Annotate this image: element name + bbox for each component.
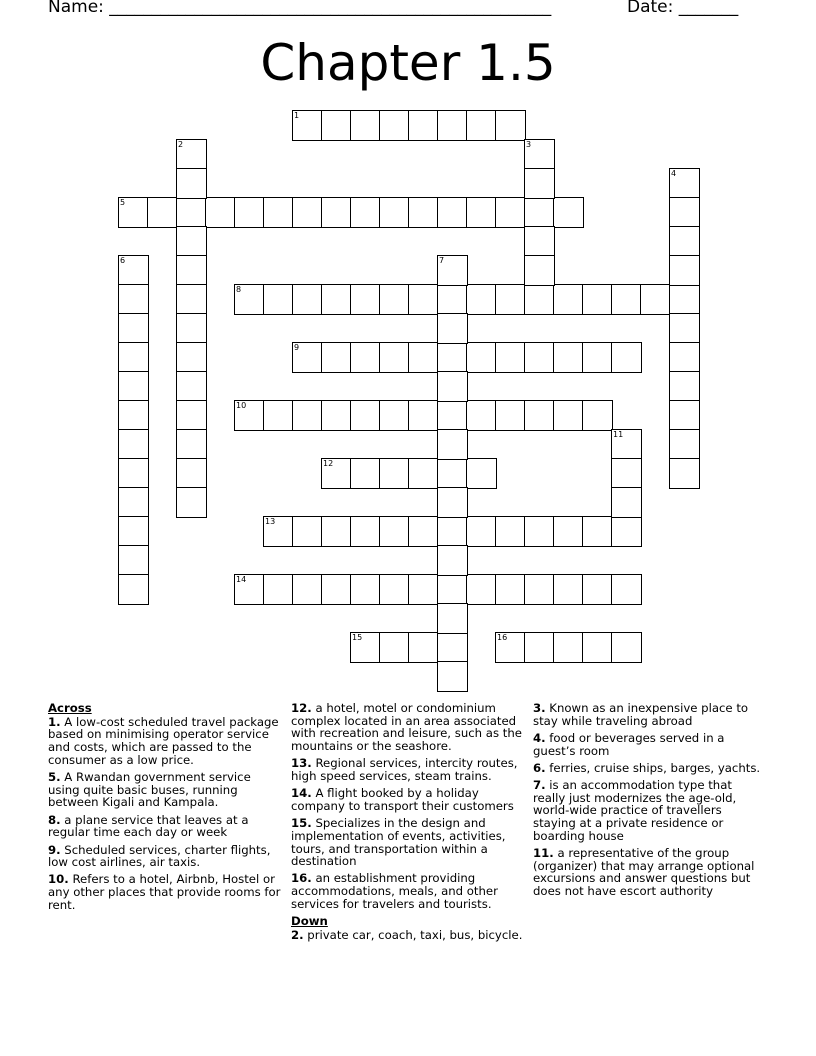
- clue-item: [533, 702, 761, 727]
- clue-number: 9.: [48, 842, 61, 857]
- clue-text: A low-cost scheduled travel package based on minimising operator service and costs, which are passed to the consumer as a low price.: [48, 714, 279, 767]
- crossword-cell[interactable]: [524, 139, 555, 170]
- clue-number-label: 7: [439, 256, 445, 265]
- crossword-cell[interactable]: [408, 632, 439, 663]
- clues-column-1: [48, 702, 283, 916]
- crossword-cell[interactable]: [437, 632, 468, 663]
- crossword-cell[interactable]: [292, 284, 323, 315]
- crossword-cell[interactable]: [408, 110, 439, 141]
- crossword-cell[interactable]: [553, 197, 584, 228]
- crossword-cell[interactable]: [669, 342, 700, 373]
- crossword-cell[interactable]: [437, 313, 468, 344]
- crossword-cell[interactable]: [176, 226, 207, 257]
- clue-number-label: 15: [352, 633, 363, 642]
- crossword-cell[interactable]: [321, 400, 352, 431]
- crossword-cell[interactable]: [176, 139, 207, 170]
- crossword-cell[interactable]: [379, 342, 410, 373]
- crossword-cell[interactable]: [408, 342, 439, 373]
- crossword-cell[interactable]: [263, 400, 294, 431]
- crossword-cell[interactable]: [611, 429, 642, 460]
- crossword-cell[interactable]: [263, 197, 294, 228]
- crossword-cell[interactable]: [176, 458, 207, 489]
- clue-number-label: 11: [613, 430, 624, 439]
- crossword-cell[interactable]: [408, 458, 439, 489]
- clue-item: [291, 817, 526, 868]
- crossword-cell[interactable]: [553, 400, 584, 431]
- crossword-cell[interactable]: [321, 110, 352, 141]
- crossword-cell[interactable]: [582, 574, 613, 605]
- clue-number-label: 10: [236, 401, 247, 410]
- clue-item: [291, 757, 526, 782]
- clue-item: [291, 929, 526, 942]
- crossword-cell[interactable]: [582, 516, 613, 547]
- crossword-cell[interactable]: [234, 197, 265, 228]
- crossword-cell[interactable]: [611, 284, 642, 315]
- crossword-cell[interactable]: [611, 487, 642, 518]
- crossword-cell[interactable]: [669, 255, 700, 286]
- crossword-cell[interactable]: [321, 284, 352, 315]
- crossword-cell[interactable]: [437, 429, 468, 460]
- clue-text: food or beverages served in a guest’s room: [533, 730, 725, 758]
- crossword-cell[interactable]: [437, 110, 468, 141]
- crossword-cell[interactable]: [379, 400, 410, 431]
- crossword-cell[interactable]: [524, 168, 555, 199]
- crossword-cell[interactable]: [437, 342, 468, 373]
- clues-column-3: [533, 702, 761, 902]
- crossword-cell[interactable]: [524, 342, 555, 373]
- clue-text: a plane service that leaves at a regular time each day or week: [48, 812, 249, 840]
- down-clue-list: [291, 929, 526, 942]
- crossword-cell[interactable]: [176, 487, 207, 518]
- crossword-cell[interactable]: [669, 400, 700, 431]
- clue-text: Specializes in the design and implementation of events, activities, tours, and transportation within a destination: [291, 816, 506, 869]
- crossword-cell[interactable]: [350, 400, 381, 431]
- crossword-cell[interactable]: [321, 197, 352, 228]
- crossword-cell[interactable]: [147, 197, 178, 228]
- crossword-cell[interactable]: [524, 632, 555, 663]
- crossword-cell[interactable]: [437, 516, 468, 547]
- crossword-cell[interactable]: [118, 313, 149, 344]
- clue-text: Known as an inexpensive place to stay while traveling abroad: [533, 701, 749, 728]
- crossword-cell[interactable]: [669, 284, 700, 315]
- crossword-cell[interactable]: [437, 400, 468, 431]
- crossword-cell[interactable]: [379, 110, 410, 141]
- clue-number-label: 1: [294, 111, 300, 120]
- crossword-cell[interactable]: [118, 400, 149, 431]
- crossword-cell[interactable]: [379, 197, 410, 228]
- crossword-cell[interactable]: [350, 110, 381, 141]
- clue-number: 7.: [533, 778, 546, 793]
- clue-number: 6.: [533, 760, 546, 775]
- clue-item: [533, 847, 761, 898]
- crossword-cell[interactable]: [118, 371, 149, 402]
- crossword-cell[interactable]: [234, 574, 265, 605]
- crossword-cell[interactable]: [524, 574, 555, 605]
- down-clue-list-continued: [533, 702, 761, 898]
- crossword-cell[interactable]: [118, 197, 149, 228]
- crossword-cell[interactable]: [292, 516, 323, 547]
- crossword-cell[interactable]: [437, 487, 468, 518]
- crossword-cell[interactable]: [292, 342, 323, 373]
- crossword-cell[interactable]: [118, 545, 149, 576]
- crossword-cell[interactable]: [408, 284, 439, 315]
- crossword-cell[interactable]: [176, 371, 207, 402]
- page-title: Chapter 1.5: [260, 34, 556, 92]
- clue-number-label: 8: [236, 285, 242, 294]
- crossword-cell[interactable]: [524, 516, 555, 547]
- crossword-cell[interactable]: [350, 632, 381, 663]
- crossword-cell[interactable]: [495, 516, 526, 547]
- crossword-cell[interactable]: [611, 342, 642, 373]
- crossword-cell[interactable]: [669, 168, 700, 199]
- clue-item: [48, 716, 283, 767]
- clue-text: A flight booked by a holiday company to transport their customers: [291, 786, 514, 813]
- clue-number: 3.: [533, 701, 546, 715]
- crossword-cell[interactable]: [292, 197, 323, 228]
- crossword-cell[interactable]: [321, 574, 352, 605]
- crossword-cell[interactable]: [321, 342, 352, 373]
- crossword-cell[interactable]: [379, 516, 410, 547]
- crossword-cell[interactable]: [437, 545, 468, 576]
- clue-number: 4.: [533, 730, 546, 745]
- crossword-cell[interactable]: [437, 603, 468, 634]
- clue-item: [48, 873, 283, 911]
- crossword-cell[interactable]: [437, 371, 468, 402]
- date-field-label: Date: _______: [627, 0, 739, 17]
- crossword-cell[interactable]: [176, 429, 207, 460]
- crossword-cell[interactable]: [176, 197, 207, 228]
- crossword-cell[interactable]: [379, 458, 410, 489]
- crossword-cell[interactable]: [524, 284, 555, 315]
- crossword-cell[interactable]: [553, 632, 584, 663]
- crossword-cell[interactable]: [176, 342, 207, 373]
- crossword-cell[interactable]: [524, 255, 555, 286]
- crossword-cell[interactable]: [321, 516, 352, 547]
- crossword-cell[interactable]: [234, 284, 265, 315]
- crossword-cell[interactable]: [611, 458, 642, 489]
- crossword-cell[interactable]: [669, 313, 700, 344]
- clue-item: [291, 787, 526, 812]
- crossword-cell[interactable]: [350, 574, 381, 605]
- clue-item: [533, 732, 761, 757]
- clue-text: an establishment providing accommodations, meals, and other services for travelers and tourists.: [291, 871, 498, 911]
- clue-number-label: 9: [294, 343, 300, 352]
- crossword-cell[interactable]: [379, 574, 410, 605]
- crossword-cell[interactable]: [118, 516, 149, 547]
- crossword-cell[interactable]: [321, 458, 352, 489]
- clue-item: [291, 872, 526, 910]
- clue-number-label: 6: [120, 256, 126, 265]
- clue-number: 11.: [533, 846, 554, 861]
- crossword-cell[interactable]: [408, 516, 439, 547]
- across-clue-list: [48, 716, 283, 912]
- clue-number-label: 4: [671, 169, 677, 178]
- clue-item: [533, 762, 761, 775]
- crossword-cell[interactable]: [466, 110, 497, 141]
- crossword-cell[interactable]: [466, 342, 497, 373]
- crossword-cell[interactable]: [118, 255, 149, 286]
- crossword-cell[interactable]: [263, 284, 294, 315]
- clue-number: 10.: [48, 872, 69, 887]
- crossword-cell[interactable]: [437, 661, 468, 692]
- crossword-cell[interactable]: [118, 487, 149, 518]
- clue-number-label: 12: [323, 459, 334, 468]
- name-field-label: Name: ____________________________________________________: [48, 0, 552, 17]
- crossword-cell[interactable]: [669, 429, 700, 460]
- across-heading: Across: [48, 701, 92, 715]
- crossword-cell[interactable]: [466, 197, 497, 228]
- crossword-cell[interactable]: [205, 197, 236, 228]
- crossword-cell[interactable]: [263, 516, 294, 547]
- crossword-cell[interactable]: [234, 400, 265, 431]
- clue-number-label: 13: [265, 517, 276, 526]
- clue-number-label: 16: [497, 633, 508, 642]
- crossword-cell[interactable]: [524, 226, 555, 257]
- clue-text: ferries, cruise ships, barges, yachts.: [549, 760, 761, 775]
- crossword-cell[interactable]: [263, 574, 294, 605]
- clue-text: a representative of the group (organizer) that may arrange optional excursions and answer questions but does not have escort authority: [533, 846, 755, 899]
- clue-item: [48, 771, 283, 809]
- clue-text: Refers to a hotel, Airbnb, Hostel or any other places that provide rooms for rent.: [48, 872, 281, 912]
- clues-column-2: [291, 702, 526, 946]
- crossword-cell[interactable]: [350, 516, 381, 547]
- clue-text: is an accommodation type that really just modernizes the age-old, world-wide practice of travellers staying at a private residence or boarding house: [533, 778, 737, 843]
- crossword-cell[interactable]: [553, 516, 584, 547]
- clue-item: [48, 844, 283, 869]
- crossword-cell[interactable]: [524, 197, 555, 228]
- clue-number: 5.: [48, 770, 61, 785]
- clue-item: [533, 779, 761, 843]
- crossword-cell[interactable]: [437, 197, 468, 228]
- crossword-cell[interactable]: [437, 574, 468, 605]
- clue-number-label: 14: [236, 575, 247, 584]
- crossword-cell[interactable]: [466, 458, 497, 489]
- clue-number-label: 2: [178, 140, 184, 149]
- crossword-cell[interactable]: [466, 516, 497, 547]
- crossword-cell[interactable]: [669, 197, 700, 228]
- clue-number: 13.: [291, 756, 312, 771]
- crossword-cell[interactable]: [176, 313, 207, 344]
- crossword-cell[interactable]: [379, 632, 410, 663]
- clue-number: 15.: [291, 816, 312, 831]
- crossword-cell[interactable]: [350, 197, 381, 228]
- clue-text: Scheduled services, charter flights, low cost airlines, air taxis.: [48, 842, 271, 870]
- clue-number: 16.: [291, 871, 312, 886]
- crossword-cell[interactable]: [553, 574, 584, 605]
- crossword-cell[interactable]: [437, 255, 468, 286]
- clue-number: 14.: [291, 786, 312, 801]
- crossword-cell[interactable]: [495, 400, 526, 431]
- clue-item: [48, 814, 283, 839]
- crossword-cell[interactable]: [350, 284, 381, 315]
- down-heading: Down: [291, 914, 328, 929]
- crossword-cell[interactable]: [495, 197, 526, 228]
- crossword-cell[interactable]: [176, 400, 207, 431]
- crossword-cell[interactable]: [611, 516, 642, 547]
- crossword-cell[interactable]: [118, 458, 149, 489]
- crossword-cell[interactable]: [350, 458, 381, 489]
- crossword-cell[interactable]: [611, 632, 642, 663]
- across-clue-list-continued: [291, 702, 526, 911]
- crossword-cell[interactable]: [582, 400, 613, 431]
- crossword-cell[interactable]: [495, 284, 526, 315]
- crossword-cell[interactable]: [437, 284, 468, 315]
- clue-number-label: 3: [526, 140, 532, 149]
- crossword-cell[interactable]: [669, 226, 700, 257]
- clue-number: 12.: [291, 701, 312, 715]
- clue-text: private car, coach, taxi, bus, bicycle.: [307, 927, 523, 942]
- crossword-cell[interactable]: [350, 342, 381, 373]
- crossword-cell[interactable]: [408, 197, 439, 228]
- crossword-cell[interactable]: [495, 342, 526, 373]
- crossword-cell[interactable]: [582, 284, 613, 315]
- crossword-cell[interactable]: [466, 574, 497, 605]
- crossword-cell[interactable]: [669, 371, 700, 402]
- crossword-cell[interactable]: [292, 400, 323, 431]
- clue-number-label: 5: [120, 198, 126, 207]
- crossword-cell[interactable]: [118, 284, 149, 315]
- crossword-cell[interactable]: [524, 400, 555, 431]
- crossword-cell[interactable]: [669, 458, 700, 489]
- crossword-cell[interactable]: [118, 574, 149, 605]
- crossword-cell[interactable]: [466, 284, 497, 315]
- crossword-cell[interactable]: [118, 429, 149, 460]
- crossword-cell[interactable]: [408, 400, 439, 431]
- clue-number: 8.: [48, 812, 61, 827]
- crossword-cell[interactable]: [437, 458, 468, 489]
- crossword-cell[interactable]: [176, 255, 207, 286]
- crossword-cell[interactable]: [495, 632, 526, 663]
- crossword-cell[interactable]: [176, 168, 207, 199]
- clue-item: [291, 702, 526, 753]
- crossword-cell[interactable]: [553, 342, 584, 373]
- crossword-cell[interactable]: [292, 110, 323, 141]
- crossword-cell[interactable]: [292, 574, 323, 605]
- crossword-cell[interactable]: [176, 284, 207, 315]
- clue-text: a hotel, motel or condominium complex located in an area associated with recreation and leisure, such as the mountains or the seashore.: [291, 701, 522, 754]
- clue-number: 2.: [291, 927, 304, 942]
- crossword-cell[interactable]: [379, 284, 410, 315]
- clue-text: Regional services, intercity routes, high speed services, steam trains.: [291, 756, 518, 784]
- crossword-cell[interactable]: [408, 574, 439, 605]
- clue-text: A Rwandan government service using quite basic buses, running between Kigali and Kampala.: [48, 770, 251, 810]
- crossword-cell[interactable]: [466, 400, 497, 431]
- crossword-cell[interactable]: [582, 342, 613, 373]
- crossword-cell[interactable]: [118, 342, 149, 373]
- crossword-cell[interactable]: [640, 284, 671, 315]
- crossword-cell[interactable]: [582, 632, 613, 663]
- crossword-cell[interactable]: [495, 574, 526, 605]
- crossword-cell[interactable]: [611, 574, 642, 605]
- clue-number: 1.: [48, 714, 61, 729]
- crossword-cell[interactable]: [553, 284, 584, 315]
- crossword-cell[interactable]: [495, 110, 526, 141]
